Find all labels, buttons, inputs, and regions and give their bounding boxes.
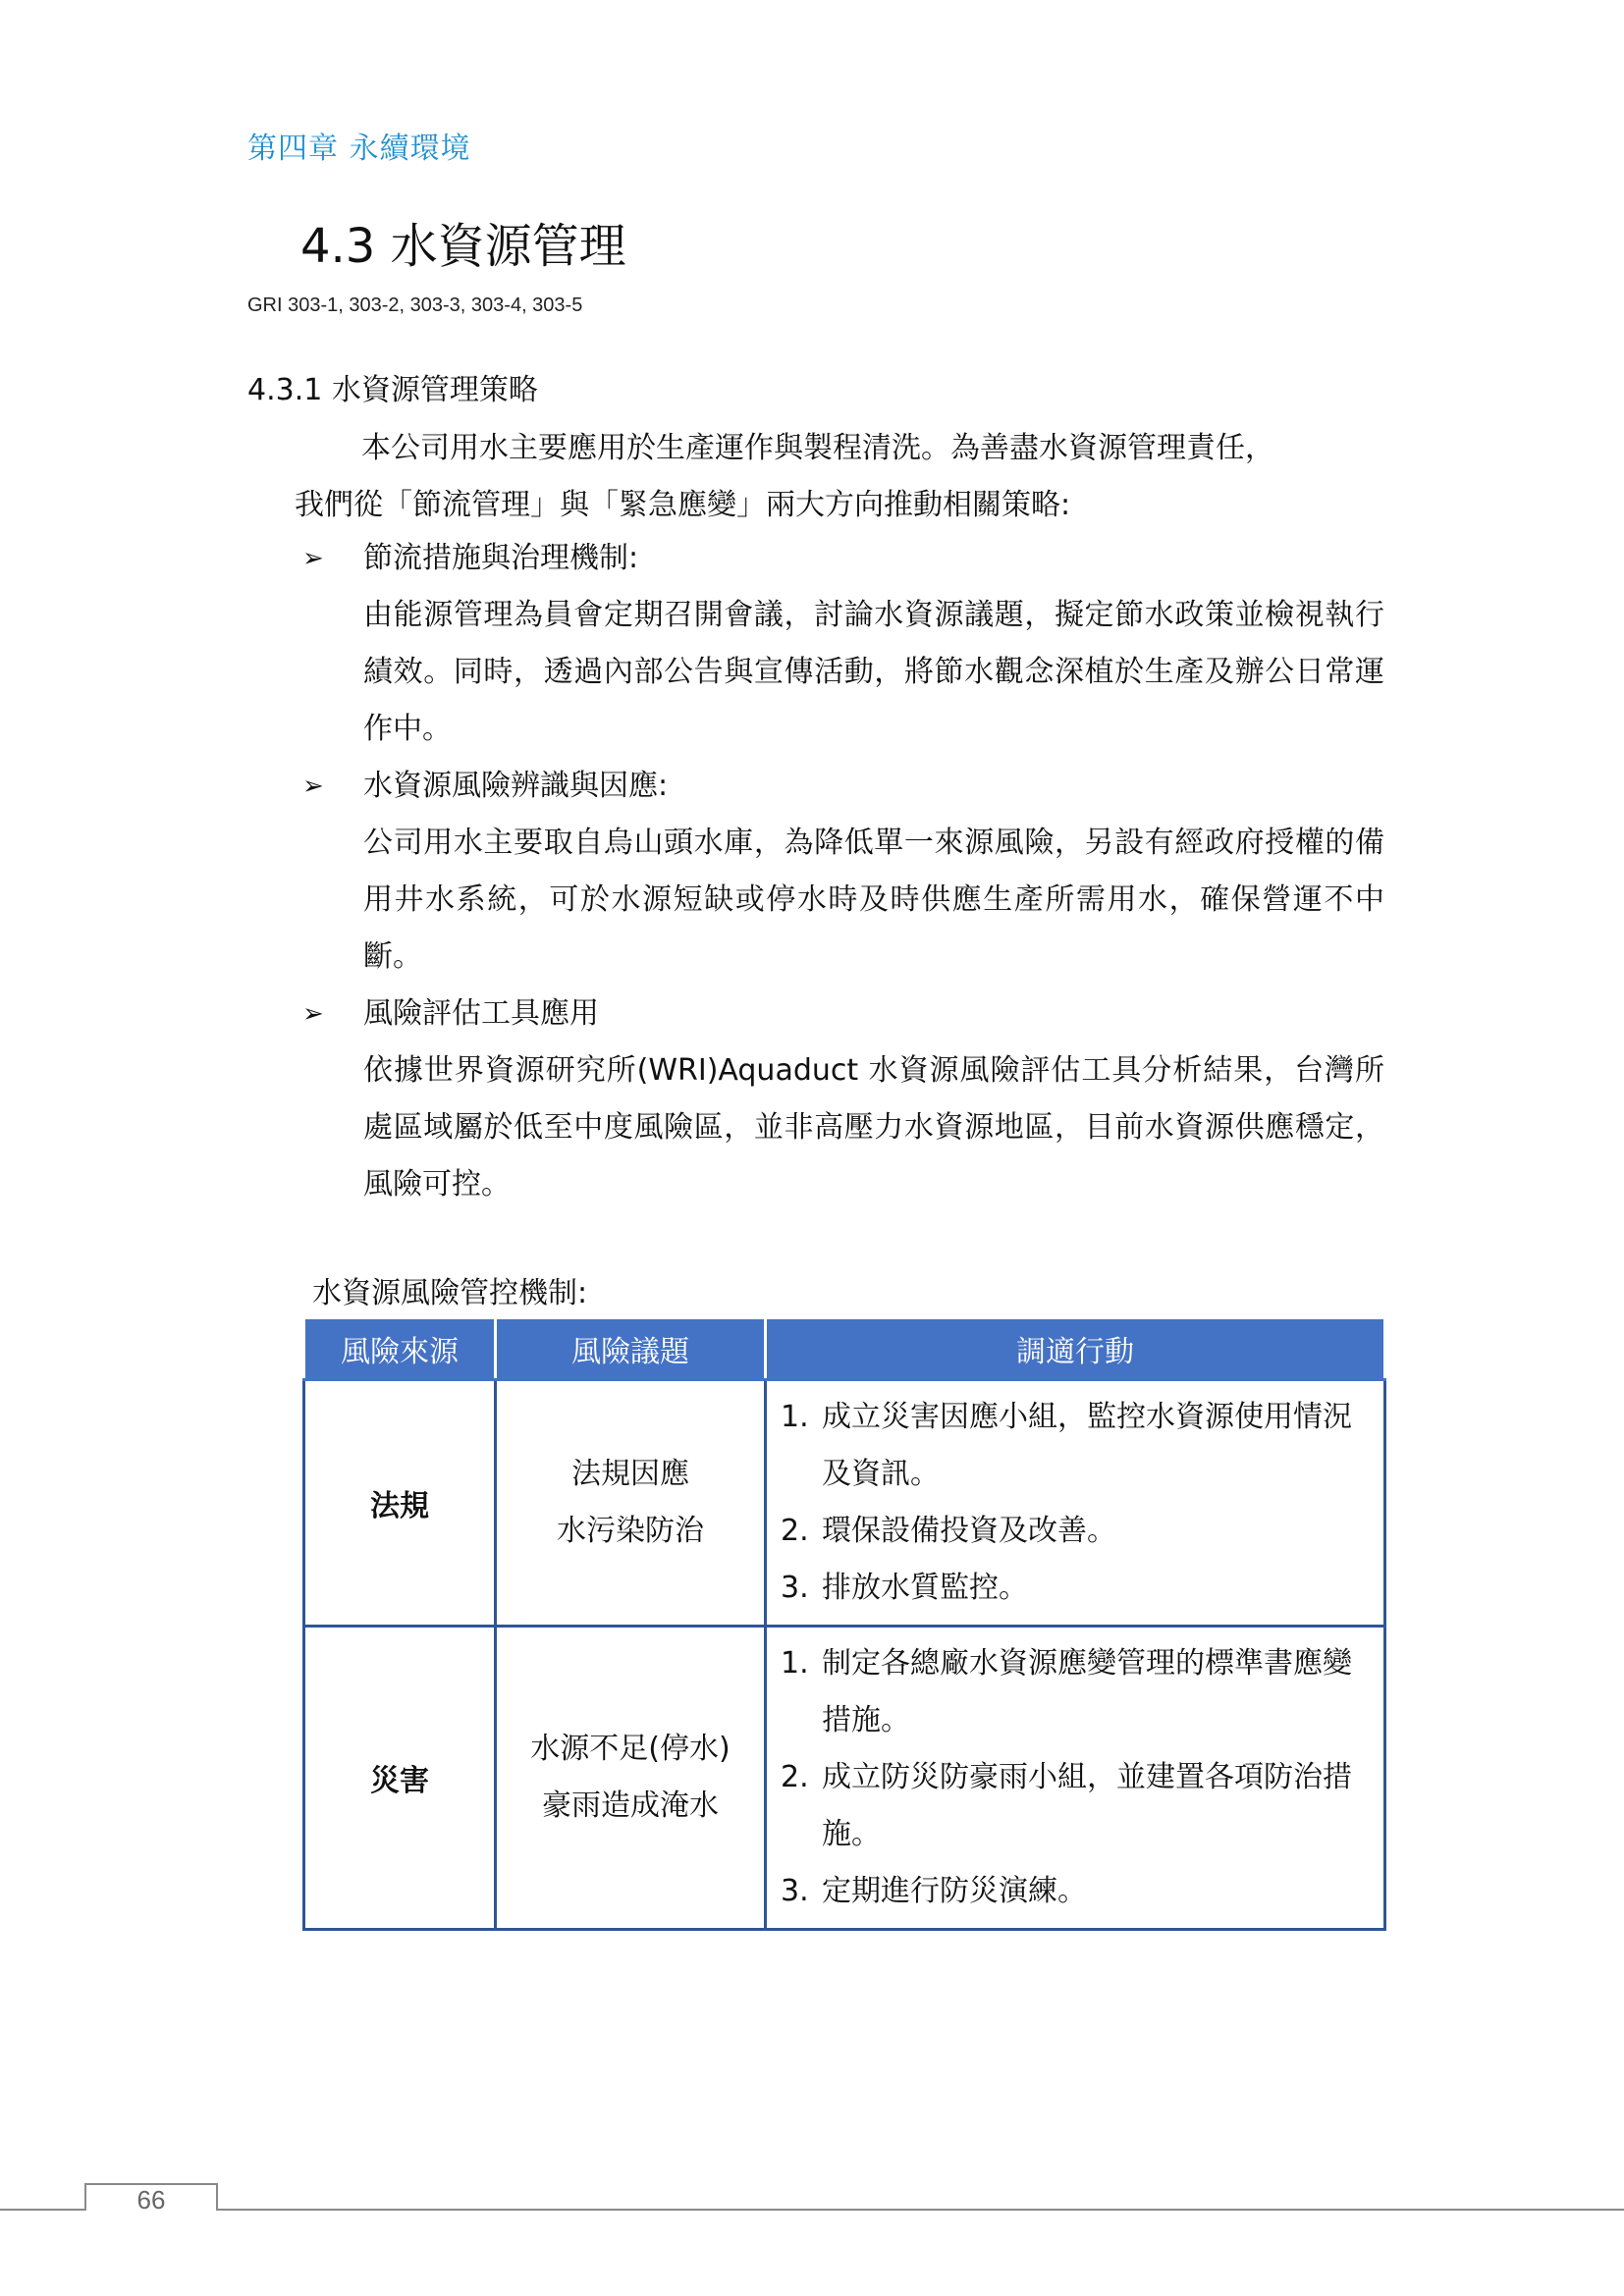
column-header-risk-source: 風險來源 <box>304 1319 496 1380</box>
action-number: 2. <box>781 1760 809 1794</box>
action-item <box>781 1635 1374 1749</box>
gri-references: GRI 303-1, 303-2, 303-3, 303-4, 303-5 <box>247 294 583 316</box>
risk-issue-line: 水源不足(停水) <box>530 1732 731 1766</box>
risk-issue-cell <box>496 1380 766 1627</box>
table-row <box>304 1380 1385 1627</box>
action-text: 定期進行防災演練。 <box>822 1874 1087 1908</box>
table-caption: 水資源風險管控機制: <box>312 1276 588 1310</box>
arrow-bullet-icon: ➢ <box>302 772 324 801</box>
action-item <box>781 1389 1374 1503</box>
chapter-header: 第四章 永續環境 <box>247 132 471 166</box>
action-text: 環保設備投資及改善。 <box>822 1514 1116 1548</box>
strategy-text: 依據世界資源研究所(WRI)Aquaduct 水資源風險評估工具分析結果，台灣所處區域屬於低至中度風險區，並非高壓力水資源地區，目前水資源供應穩定，風險可控。 <box>363 1053 1384 1201</box>
section-title: 4.3 水資源管理 <box>300 219 626 274</box>
risk-source-cell: 法規 <box>304 1380 496 1627</box>
action-number: 1. <box>781 1400 809 1434</box>
strategy-title: 節流措施與治理機制: <box>363 541 639 575</box>
strategy-title: 水資源風險辨識與因應: <box>363 769 669 803</box>
action-text: 制定各總廠水資源應變管理的標準書應變措施。 <box>822 1646 1352 1737</box>
risk-issue-line: 豪雨造成淹水 <box>542 1789 719 1823</box>
column-header-adaptation-action: 調適行動 <box>766 1319 1385 1380</box>
arrow-bullet-icon: ➢ <box>302 999 324 1029</box>
table-row <box>304 1627 1385 1930</box>
strategy-text: 由能源管理為員會定期召開會議，討論水資源議題，擬定節水政策並檢視執行績效。同時，透過內部公告與宣傳活動，將節水觀念深植於生產及辦公日常運作中。 <box>363 598 1384 746</box>
strategy-list <box>298 530 1388 1213</box>
page-number: 66 <box>136 2185 166 2215</box>
action-item <box>781 1749 1374 1863</box>
table-header-row <box>304 1319 1385 1380</box>
action-number: 3. <box>781 1874 809 1908</box>
subsection-heading: 4.3.1 水資源管理策略 <box>247 373 538 407</box>
strategy-item <box>298 986 1388 1213</box>
strategy-item <box>298 530 1388 758</box>
strategy-item <box>298 758 1388 986</box>
risk-control-table <box>302 1319 1386 1931</box>
strategy-title: 風險評估工具應用 <box>363 996 599 1031</box>
arrow-bullet-icon: ➢ <box>302 544 324 573</box>
risk-source-cell: 災害 <box>304 1627 496 1930</box>
risk-issue-line: 水污染防治 <box>557 1514 704 1548</box>
action-number: 2. <box>781 1514 809 1548</box>
action-text: 成立災害因應小組，監控水資源使用情況及資訊。 <box>822 1400 1352 1491</box>
action-item <box>781 1863 1374 1920</box>
action-item <box>781 1560 1374 1617</box>
action-text: 成立防災防豪雨小組，並建置各項防治措施。 <box>822 1760 1352 1851</box>
footer-rule <box>0 2209 1624 2211</box>
action-item <box>781 1503 1374 1560</box>
intro-line-1: 本公司用水主要應用於生產運作與製程清洗。為善盡水資源管理責任， <box>361 431 1274 465</box>
action-text: 排放水質監控。 <box>822 1571 1028 1605</box>
risk-issue-line: 法規因應 <box>571 1457 689 1491</box>
action-cell <box>766 1627 1385 1930</box>
strategy-text: 公司用水主要取自烏山頭水庫，為降低單一來源風險，另設有經政府授權的備用井水系統，可於水源短缺或停水時及時供應生產所需用水，確保營運不中斷。 <box>363 826 1384 974</box>
action-number: 1. <box>781 1646 809 1681</box>
column-header-risk-issue: 風險議題 <box>496 1319 766 1380</box>
intro-line-2: 我們從「節流管理」與「緊急應變」兩大方向推動相關策略: <box>295 488 1071 522</box>
action-number: 3. <box>781 1571 809 1605</box>
action-cell <box>766 1380 1385 1627</box>
risk-issue-cell <box>496 1627 766 1930</box>
intro-paragraph <box>295 420 1384 534</box>
